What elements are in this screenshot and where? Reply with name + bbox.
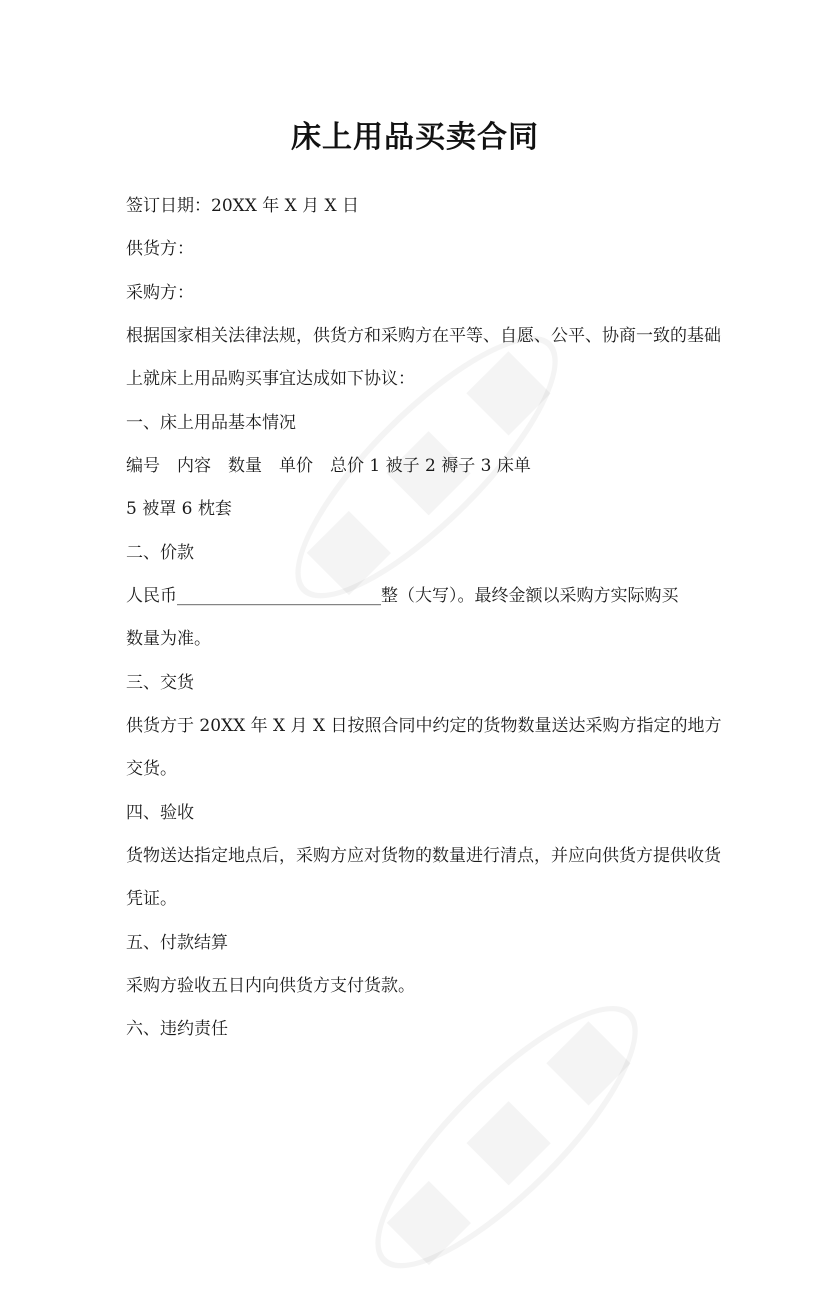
intro-paragraph-line-2: 上就床上用品购买事宜达成如下协议：	[126, 369, 415, 389]
section-2-heading: 二、价款	[126, 543, 194, 563]
goods-table-line-2: 5 被罩 6 枕套	[126, 499, 232, 519]
inspection-paragraph-line-2: 凭证。	[126, 889, 177, 909]
inspection-paragraph-line-1: 货物送达指定地点后，采购方应对货物的数量进行清点，并应向供货方提供收货	[126, 846, 721, 866]
payment-paragraph-line-1: 采购方验收五日内向供货方支付货款。	[126, 976, 415, 996]
goods-table-line-1: 编号 内容 数量 单价 总价 1 被子 2 褥子 3 床单	[126, 456, 531, 476]
section-3-heading: 三、交货	[126, 673, 194, 693]
supplier-line: 供货方：	[126, 239, 194, 259]
delivery-paragraph-line-1: 供货方于 20XX 年 X 月 X 日按照合同中约定的货物数量送达采购方指定的地方	[126, 716, 722, 736]
price-paragraph-line-1: 人民币________________________整（大写）。最终金额以采购方实际购买	[126, 586, 679, 606]
signing-date: 签订日期：20XX 年 X 月 X 日	[126, 196, 360, 216]
contract-title: 床上用品买卖合同	[291, 120, 539, 155]
section-5-heading: 五、付款结算	[126, 933, 228, 953]
buyer-line: 采购方：	[126, 283, 194, 303]
watermark-mark-bottom	[341, 972, 672, 1302]
section-6-heading: 六、违约责任	[126, 1019, 228, 1039]
section-1-heading: 一、床上用品基本情况	[126, 413, 296, 433]
price-paragraph-line-2: 数量为准。	[126, 629, 211, 649]
delivery-paragraph-line-2: 交货。	[126, 759, 177, 779]
section-4-heading: 四、验收	[126, 803, 194, 823]
intro-paragraph-line-1: 根据国家相关法律法规，供货方和采购方在平等、自愿、公平、协商一致的基础	[126, 326, 721, 346]
